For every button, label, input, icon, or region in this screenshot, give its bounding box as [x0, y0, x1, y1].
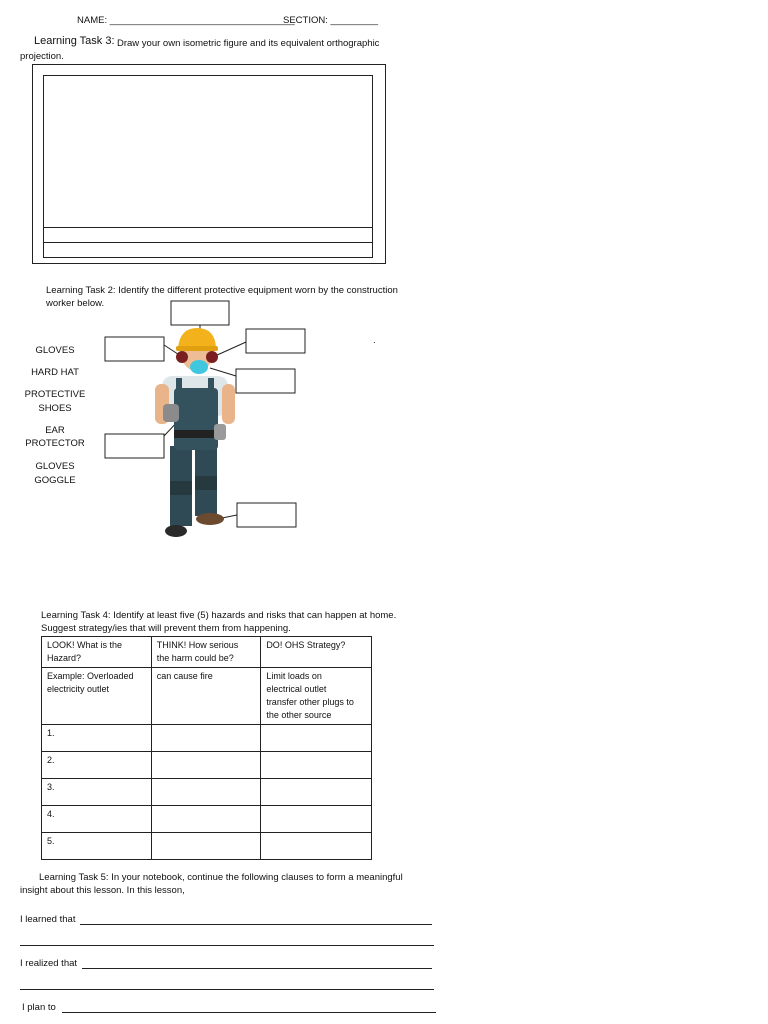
example-strategy-line1: Limit loads on — [266, 671, 322, 681]
construction-worker-illustration — [100, 296, 420, 546]
row-harm-cell[interactable] — [151, 833, 261, 860]
choice-gloves-2: GLOVES — [35, 461, 75, 472]
row-number[interactable]: 4. — [42, 806, 152, 833]
answer-line-learned[interactable] — [80, 924, 432, 925]
task5-instruction-cont: insight about this lesson. In this lesson, — [20, 885, 185, 896]
example-harm — [151, 668, 261, 725]
answer-line-realized-2[interactable] — [20, 989, 434, 990]
header-think-line2: the harm could be? — [156, 653, 234, 663]
task3-title: Learning Task 3: — [34, 35, 115, 47]
table-row — [42, 833, 372, 860]
header-think — [151, 637, 261, 668]
choice-goggle: GOGGLE — [34, 475, 76, 486]
row-number[interactable]: 2. — [42, 752, 152, 779]
task4-instruction: Learning Task 4: Identify at least five (5) hazards and risks that can happen at home. — [41, 610, 397, 621]
example-hazard-line2: electricity outlet — [47, 684, 110, 694]
answer-box-right-middle — [236, 369, 295, 393]
task3-instruction: Draw your own isometric figure and its equivalent orthographic — [117, 38, 380, 49]
answer-box-right-lower — [237, 503, 296, 527]
name-field-label: NAME: ___________________________________ — [77, 15, 295, 26]
header-look-line1: LOOK! What is the — [47, 640, 123, 650]
table-example-row — [42, 668, 372, 725]
row-number[interactable]: 3. — [42, 779, 152, 806]
task2-instruction: Learning Task 2: Identify the different protective equipment worn by the construction — [46, 285, 398, 296]
stray-mark: . — [373, 335, 376, 346]
row-strategy-cell[interactable] — [261, 779, 372, 806]
hazard-table — [41, 636, 372, 860]
choice-hard-hat: HARD HAT — [31, 367, 79, 378]
clause-learned: I learned that — [20, 914, 76, 925]
table-row — [42, 779, 372, 806]
drawing-area[interactable] — [43, 75, 373, 258]
task2-instruction-cont: worker below. — [46, 298, 105, 309]
answer-box-left-upper — [105, 337, 164, 361]
example-hazard-line1: Example: Overloaded — [47, 671, 134, 681]
choice-ear: EAR — [45, 425, 65, 436]
row-strategy-cell[interactable] — [261, 725, 372, 752]
header-look-line2: Hazard? — [47, 653, 82, 663]
task5-instruction: Learning Task 5: In your notebook, continue the following clauses to form a meaningful — [39, 872, 403, 883]
choice-shoes: SHOES — [38, 403, 72, 414]
row-number[interactable]: 5. — [42, 833, 152, 860]
section-field-label: SECTION: _________ — [283, 15, 379, 26]
row-strategy-cell[interactable] — [261, 752, 372, 779]
choice-protective: PROTECTIVE — [24, 389, 86, 400]
table-row — [42, 806, 372, 833]
header-do — [261, 637, 372, 668]
answer-line-plan[interactable] — [62, 1012, 436, 1013]
example-hazard — [42, 668, 152, 725]
header-think-line1: THINK! How serious — [156, 640, 239, 650]
clause-realized: I realized that — [20, 958, 78, 969]
example-harm-line1: can cause fire — [156, 671, 213, 681]
header-look — [42, 637, 152, 668]
answer-box-right-upper — [246, 329, 305, 353]
example-strategy — [261, 668, 372, 725]
example-strategy-line3: transfer other plugs to — [266, 697, 354, 707]
table-header-row — [42, 637, 372, 668]
answer-box-top — [171, 301, 229, 325]
header-do-line1: DO! OHS Strategy? — [266, 640, 346, 650]
choice-gloves: GLOVES — [35, 345, 75, 356]
answer-line-realized[interactable] — [82, 968, 432, 969]
row-harm-cell[interactable] — [151, 779, 261, 806]
row-strategy-cell[interactable] — [261, 806, 372, 833]
row-strategy-cell[interactable] — [261, 833, 372, 860]
task3-instruction-cont: projection. — [20, 51, 64, 62]
task4-instruction-cont: Suggest strategy/ies that will prevent them from happening. — [41, 623, 291, 634]
answer-box-left-lower — [105, 434, 164, 458]
table-row — [42, 752, 372, 779]
row-harm-cell[interactable] — [151, 725, 261, 752]
answer-line-learned-2[interactable] — [20, 945, 434, 946]
drawing-area-divider-1 — [43, 227, 373, 228]
table-row — [42, 725, 372, 752]
drawing-area-divider-2 — [43, 242, 373, 243]
example-strategy-line2: electrical outlet — [266, 684, 327, 694]
clause-plan: I plan to — [22, 1002, 56, 1013]
row-harm-cell[interactable] — [151, 806, 261, 833]
choice-protector: PROTECTOR — [25, 438, 85, 449]
row-number[interactable]: 1. — [42, 725, 152, 752]
example-strategy-line4: the other source — [266, 710, 332, 720]
row-harm-cell[interactable] — [151, 752, 261, 779]
